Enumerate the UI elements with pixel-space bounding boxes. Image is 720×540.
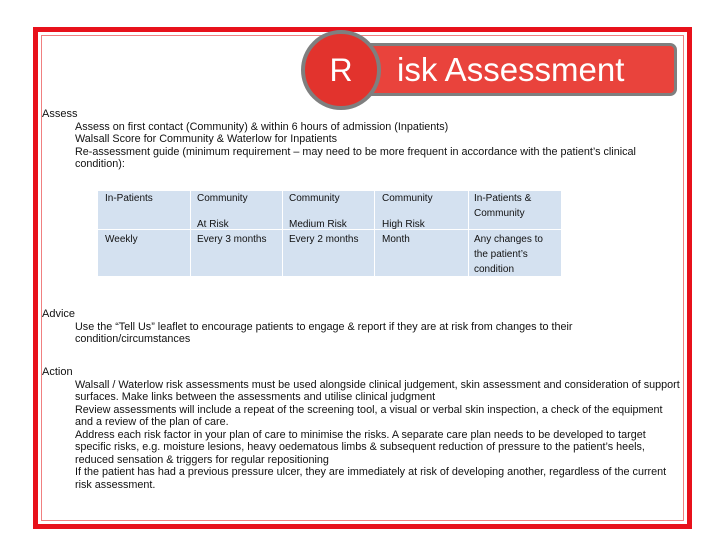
table-cell: At Risk <box>197 219 229 230</box>
advice-heading: Advice <box>42 308 76 320</box>
table-cell: Community <box>474 208 525 219</box>
assess-line: Assess on first contact (Community) & within 6 hours of admission (Inpatients) <box>75 120 449 133</box>
table-cell: In-Patients & <box>474 193 532 204</box>
table-cell: Community <box>289 193 340 204</box>
advice-text: Use the “Tell Us” leaflet to encourage patients to engage & report if they are at risk from changes to their condition/circumstances <box>75 320 573 345</box>
action-section <box>42 366 682 491</box>
column-divider <box>282 191 283 276</box>
reassessment-table <box>98 191 561 276</box>
table-cell: the patient’s <box>474 249 528 260</box>
action-line: If the patient has had a previous pressure ulcer, they are immediately at risk of developing another, regardless of the current risk assessment. <box>75 466 667 491</box>
table-cell: Weekly <box>105 234 138 245</box>
table-cell: Any changes to <box>474 234 543 245</box>
assess-line: Walsall Score for Community & Waterlow for Inpatients <box>75 133 338 145</box>
assess-section <box>42 108 682 171</box>
page-title: isk Assessment <box>397 51 625 88</box>
column-divider <box>374 191 375 276</box>
title-initial-letter: R <box>329 52 353 88</box>
table-cell: condition <box>474 264 515 275</box>
table-cell: Medium Risk <box>289 219 347 230</box>
assess-line: Re-assessment guide (minimum requirement – may need to be more frequent in accordance with the patient’s clinical condition): <box>75 145 636 170</box>
table-cell: Every 2 months <box>289 234 359 245</box>
action-line: Review assessments will include a repeat of the screening tool, a visual or verbal skin inspection, a check of the equipment and a review of the plan of care. <box>75 403 663 428</box>
table-cell: Community <box>197 193 248 204</box>
action-heading: Action <box>42 366 73 378</box>
column-divider <box>190 191 191 276</box>
action-line: Walsall / Waterlow risk assessments must be used alongside clinical judgement, skin assessment and consideration of support surfaces. Make links between the assessments and utilise clinical judgment <box>75 378 680 403</box>
advice-section <box>42 308 682 346</box>
assess-heading: Assess <box>42 108 78 120</box>
table-cell: Month <box>382 234 410 245</box>
action-line: Address each risk factor in your plan of care to minimise the risks. A separate care plan needs to be developed to target specific risks, e.g. moisture lesions, heavy oedematous limbs & subsequent reduction of pressure to the patient’s heels, reduced sensation & triggers for regular repositioning <box>75 428 646 466</box>
table-cell: Every 3 months <box>197 234 267 245</box>
table-cell: High Risk <box>382 219 425 230</box>
table-cell: Community <box>382 193 433 204</box>
title-circle-badge <box>301 30 381 110</box>
table-cell: In-Patients <box>105 193 153 204</box>
column-divider <box>468 191 469 276</box>
